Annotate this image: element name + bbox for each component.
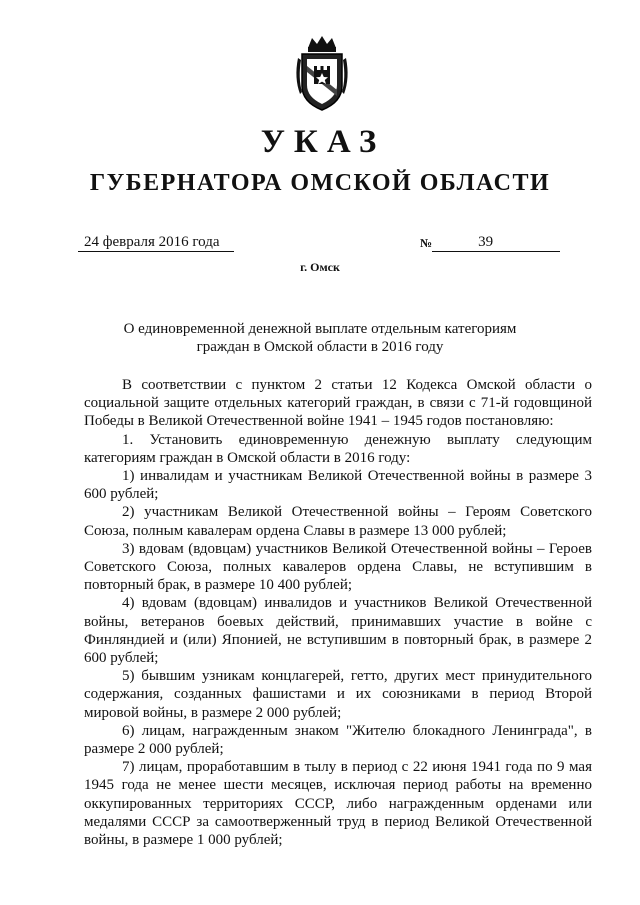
decree-number: 39 [432,233,560,252]
paragraph-preamble: В соответствии с пунктом 2 статьи 12 Кодекса Омской области о социальной защите отдельных категорий граждан, в связи с 71-й годовщиной Победы в Великой Отечественной войне 1941 – 1945 годов постановляю: [84,377,592,430]
document-type-title: УКАЗ [260,124,386,160]
paragraph-subitem-3: 3) вдовам (вдовцам) участников Великой Отечественной войны – Героев Советского Союза, полных кавалеров ордена Славы, не вступившим в повторный брак, в размере 10 400 рублей; [84,540,592,594]
document-heading: О единовременной денежной выплате отдельным категориям граждан в Омской области в 2016 году [123,321,517,355]
paragraph-subitem-4: 4) вдовам (вдовцам) инвалидов и участников Великой Отечественной войны, ветеранов боевых действий, принимавших участие в войне с Финляндией и (или) Японией, не вступившим в повторный брак, в размере 2 600 рублей; [84,595,592,667]
decree-number-field [420,233,575,252]
paragraph-item-1: 1. Установить единовременную денежную выплату следующим категориям граждан в Омской области в 2016 году: [84,431,592,466]
number-sign: № [420,236,433,250]
paragraph-subitem-5: 5) бывшим узникам концлагерей, гетто, других мест принудительного содержания, созданных фашистами и их союзниками в период Второй мировой войны, в размере 2 000 рублей; [84,668,592,721]
omsk-coat-of-arms-icon [292,34,352,114]
decree-date: 24 февраля 2016 года [78,233,234,252]
paragraph-subitem-2: 2) участникам Великой Отечественной войны – Героям Советского Союза, полным кавалерам ордена Славы в размере 13 000 рублей; [84,504,592,539]
document-body [84,376,592,849]
issuer-subtitle: ГУБЕРНАТОРА ОМСКОЙ ОБЛАСТИ [89,170,551,196]
paragraph-subitem-7: 7) лицам, проработавшим в тылу в период с 22 июня 1941 года по 9 мая 1945 года не менее шести месяцев, исключая период работы на временно оккупированных территориях СССР, либо награжденным орденами или медалями СССР за самоотверженный труд в период Великой Отечественной войны, в размере 1 000 рублей; [84,759,592,849]
paragraph-subitem-6: 6) лицам, награжденным знаком "Жителю блокадного Ленинграда", в размере 2 000 рублей; [84,722,592,758]
city-label: г. Омск [300,260,340,274]
paragraph-subitem-1: 1) инвалидам и участникам Великой Отечественной войны в размере 3 600 рублей; [84,468,592,503]
